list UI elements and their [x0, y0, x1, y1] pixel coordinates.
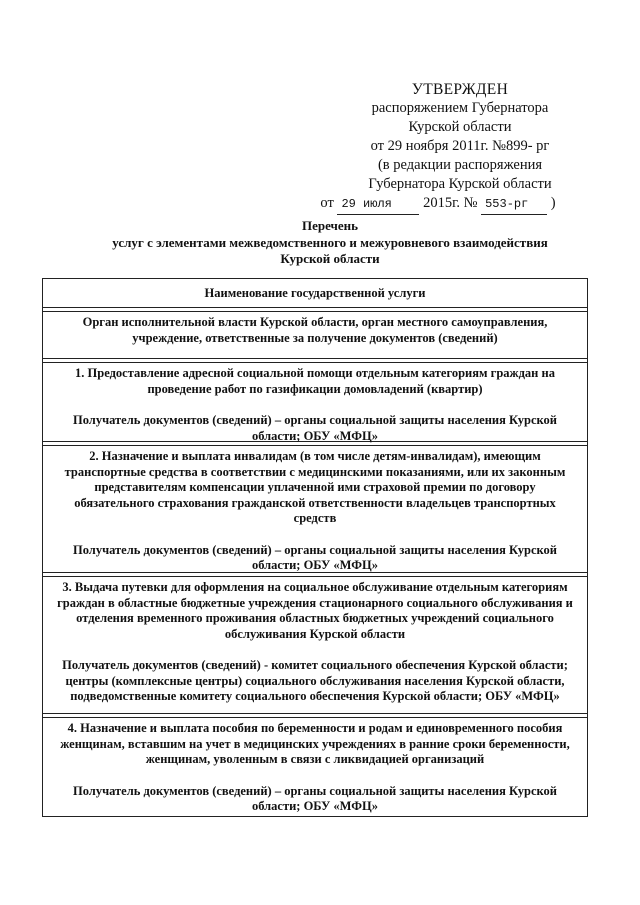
- approval-line-2: Курской области: [408, 119, 512, 135]
- approval-line-5: Губернатора Курской области: [368, 176, 552, 192]
- services-table: [42, 278, 588, 817]
- date-year: 2015г. №: [423, 195, 478, 211]
- service-recipient: Получатель документов (сведений) – органы социальной защиты населения Курской области; ОБУ «МФЦ»: [73, 542, 557, 572]
- date-suffix: ): [550, 195, 556, 211]
- approval-line-3: от 29 ноября 2011г. №899- рг: [370, 138, 550, 154]
- service-title: 3. Выдача путевки для оформления на социальное обслуживание отдельным категориям граждан в областные бюджетные учреждения стационарного социального обслуживания и отделения временного проживания областных бюджетных учреждений социального обслуживания Курской области: [57, 580, 573, 641]
- list-region: Курской области: [280, 251, 380, 266]
- service-recipient: Получатель документов (сведений) - комитет социального обеспечения Курской области; центры (комплексные центры) социального обслуживания населения Курской области, подведомственные комитету социального обеспечения Курской области; ОБУ «МФЦ»: [62, 658, 568, 703]
- approval-line-4: (в редакции распоряжения: [377, 157, 543, 173]
- service-row-4: [43, 717, 587, 816]
- service-row-3: [43, 576, 587, 714]
- service-recipient: Получатель документов (сведений) – органы социальной защиты населения Курской области; ОБУ «МФЦ»: [73, 783, 557, 813]
- approval-heading: УТВЕРЖДЕН: [411, 81, 509, 98]
- service-recipient: Получатель документов (сведений) – органы социальной защиты населения Курской области; ОБУ «МФЦ»: [73, 413, 557, 443]
- approval-line-1: распоряжением Губернатора: [371, 100, 549, 116]
- service-title: 4. Назначение и выплата пособия по беременности и родам и единовременного пособия женщинам, вставшим на учет в медицинских учреждениях в ранние сроки беременности, женщинам, уволенным в связи с ликвидацией организаций: [60, 721, 570, 766]
- service-row-1: [43, 362, 587, 442]
- service-title: 1. Предоставление адресной социальной помощи отдельным категориям граждан на проведение работ по газификации домовладений (квартир): [75, 366, 555, 396]
- approval-stamp: [320, 80, 580, 215]
- table-header: Наименование государственной услуги: [43, 279, 587, 308]
- service-row-2: [43, 445, 587, 573]
- handwritten-date: 29 июля: [337, 195, 419, 215]
- handwritten-number: 553-рг: [481, 195, 547, 215]
- list-title-block: [60, 218, 600, 268]
- table-subheader: Орган исполнительной власти Курской области, орган местного самоуправления, учреждение, ответственные за получение документов (сведений): [43, 311, 587, 359]
- list-subtitle: услуг с элементами межведомственного и межуровневого взаимодействия: [112, 234, 548, 250]
- date-prefix: от: [320, 195, 334, 211]
- service-title: 2. Назначение и выплата инвалидам (в том числе детям-инвалидам), имеющим транспортные средства в соответствии с медицинскими показаниями, или их законным представителям компенсации уплаченной ими страховой премии по договору обязательного страхования гражданской ответственности владельцев транспортных средств: [64, 449, 566, 525]
- list-title: Перечень: [301, 218, 359, 233]
- amendment-date-line: [298, 194, 578, 215]
